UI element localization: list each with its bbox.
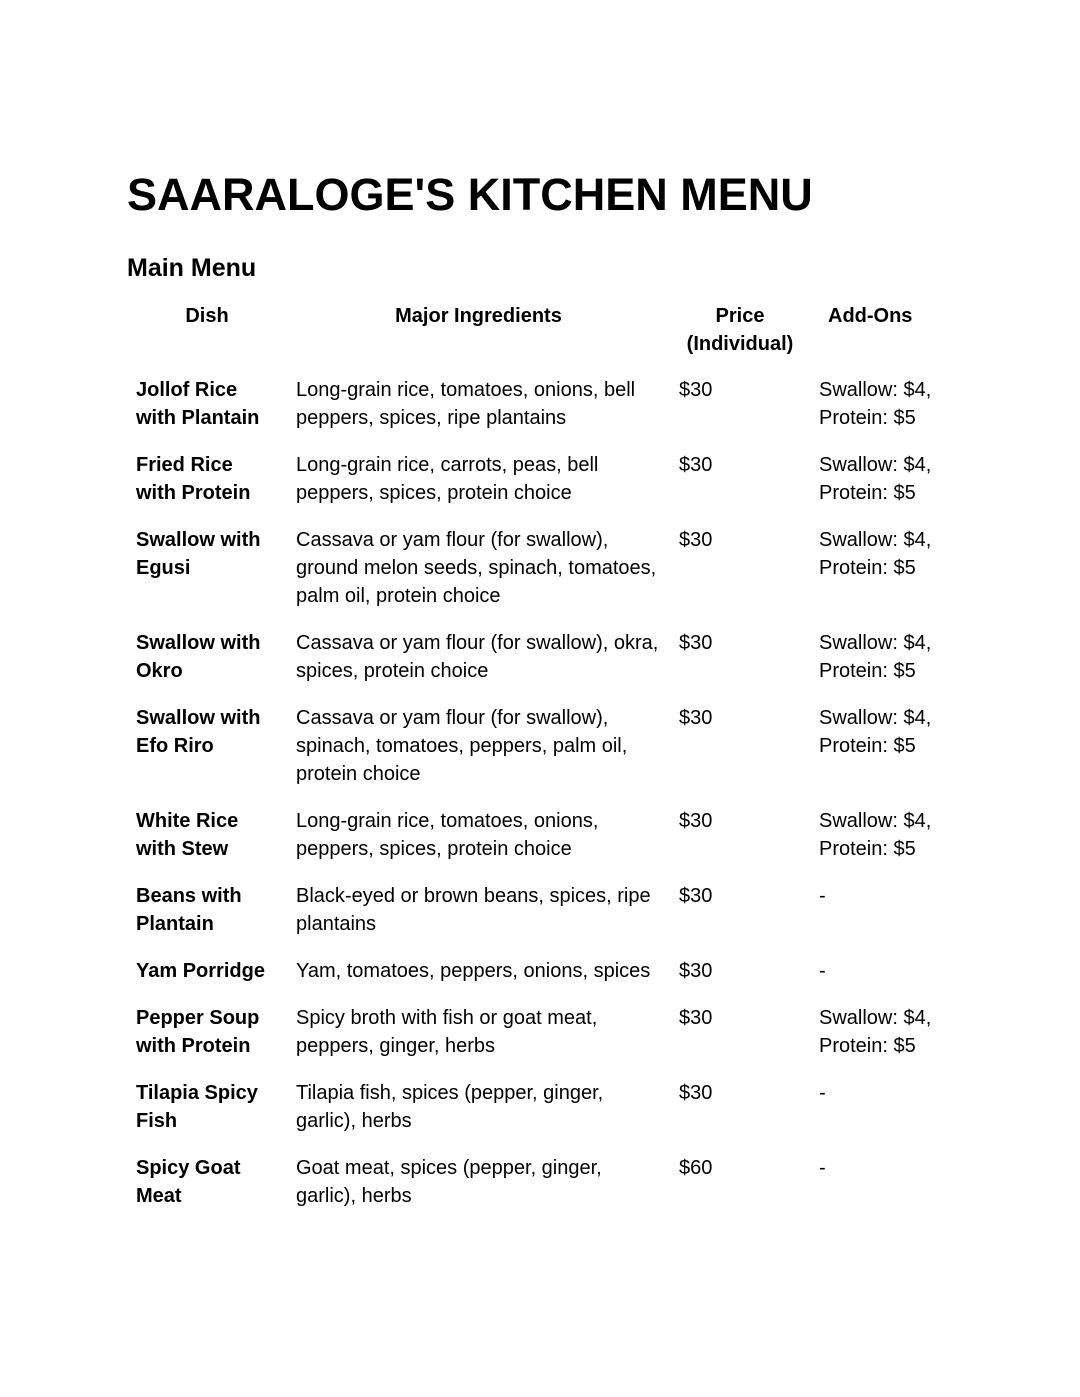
dish-cell: Yam Porridge <box>136 960 265 982</box>
dish-cell: Pepper Soup with Protein <box>136 1007 260 1057</box>
ingredients-cell: Cassava or yam flour (for swallow), ground melon seeds, spinach, tomatoes, palm oil, protein choice <box>296 529 657 607</box>
price-cell: $30 <box>679 1007 713 1029</box>
ingredients-cell: Cassava or yam flour (for swallow), okra, spices, protein choice <box>296 632 659 682</box>
dish-cell: Swallow with Okro <box>136 632 261 682</box>
header-price: Price (Individual) <box>686 305 794 355</box>
price-cell: $30 <box>679 529 713 551</box>
addons-cell: Swallow: $4, Protein: $5 <box>819 529 932 579</box>
price-cell: $60 <box>679 1157 713 1179</box>
addons-cell: Swallow: $4, Protein: $5 <box>819 454 932 504</box>
ingredients-cell: Long-grain rice, tomatoes, onions, bell peppers, spices, ripe plantains <box>296 379 636 429</box>
addons-cell: Swallow: $4, Protein: $5 <box>819 1007 932 1057</box>
ingredients-cell: Long-grain rice, tomatoes, onions, peppers, spices, protein choice <box>296 810 599 860</box>
price-cell: $30 <box>679 1082 713 1104</box>
addons-cell: Swallow: $4, Protein: $5 <box>819 632 932 682</box>
menu-rows <box>127 376 957 1229</box>
table-row <box>127 704 957 807</box>
header-addons: Add-Ons <box>828 305 913 327</box>
price-cell: $30 <box>679 707 713 729</box>
addons-cell: Swallow: $4, Protein: $5 <box>819 810 932 860</box>
dish-cell: Tilapia Spicy Fish <box>136 1082 258 1132</box>
price-cell: $30 <box>679 454 713 476</box>
dish-cell: Jollof Rice with Plantain <box>136 379 260 429</box>
price-cell: $30 <box>679 810 713 832</box>
dish-cell: Fried Rice with Protein <box>136 454 251 504</box>
ingredients-cell: Spicy broth with fish or goat meat, peppers, ginger, herbs <box>296 1007 598 1057</box>
dish-cell: Swallow with Egusi <box>136 529 261 579</box>
ingredients-cell: Long-grain rice, carrots, peas, bell peppers, spices, protein choice <box>296 454 599 504</box>
table-row <box>127 526 957 629</box>
menu-table <box>127 302 957 1229</box>
price-cell: $30 <box>679 379 713 401</box>
ingredients-cell: Yam, tomatoes, peppers, onions, spices <box>296 960 651 982</box>
table-row <box>127 1154 957 1229</box>
addons-cell: - <box>819 885 826 907</box>
dish-cell: White Rice with Stew <box>136 810 239 860</box>
dish-cell: Beans with Plantain <box>136 885 242 935</box>
dish-cell: Spicy Goat Meat <box>136 1157 241 1207</box>
table-header-row <box>127 302 957 376</box>
table-row <box>127 629 957 704</box>
addons-cell: Swallow: $4, Protein: $5 <box>819 707 932 757</box>
ingredients-cell: Goat meat, spices (pepper, ginger, garlic), herbs <box>296 1157 602 1207</box>
price-cell: $30 <box>679 632 713 654</box>
header-ingredients: Major Ingredients <box>395 305 562 327</box>
price-cell: $30 <box>679 885 713 907</box>
table-row <box>127 882 957 957</box>
ingredients-cell: Tilapia fish, spices (pepper, ginger, garlic), herbs <box>296 1082 604 1132</box>
table-row <box>127 1079 957 1154</box>
table-row <box>127 1004 957 1079</box>
dish-cell: Swallow with Efo Riro <box>136 707 261 757</box>
addons-cell: - <box>819 1082 826 1104</box>
table-row <box>127 376 957 451</box>
section-title: Main Menu <box>127 254 257 282</box>
addons-cell: - <box>819 1157 826 1179</box>
addons-cell: - <box>819 960 826 982</box>
ingredients-cell: Cassava or yam flour (for swallow), spinach, tomatoes, peppers, palm oil, protein choice <box>296 707 628 785</box>
table-row <box>127 807 957 882</box>
ingredients-cell: Black-eyed or brown beans, spices, ripe plantains <box>296 885 651 935</box>
addons-cell: Swallow: $4, Protein: $5 <box>819 379 932 429</box>
page-title: SAARALOGE'S KITCHEN MENU <box>127 169 813 220</box>
table-row <box>127 451 957 526</box>
price-cell: $30 <box>679 960 713 982</box>
header-dish: Dish <box>185 305 229 327</box>
table-row <box>127 957 957 1004</box>
